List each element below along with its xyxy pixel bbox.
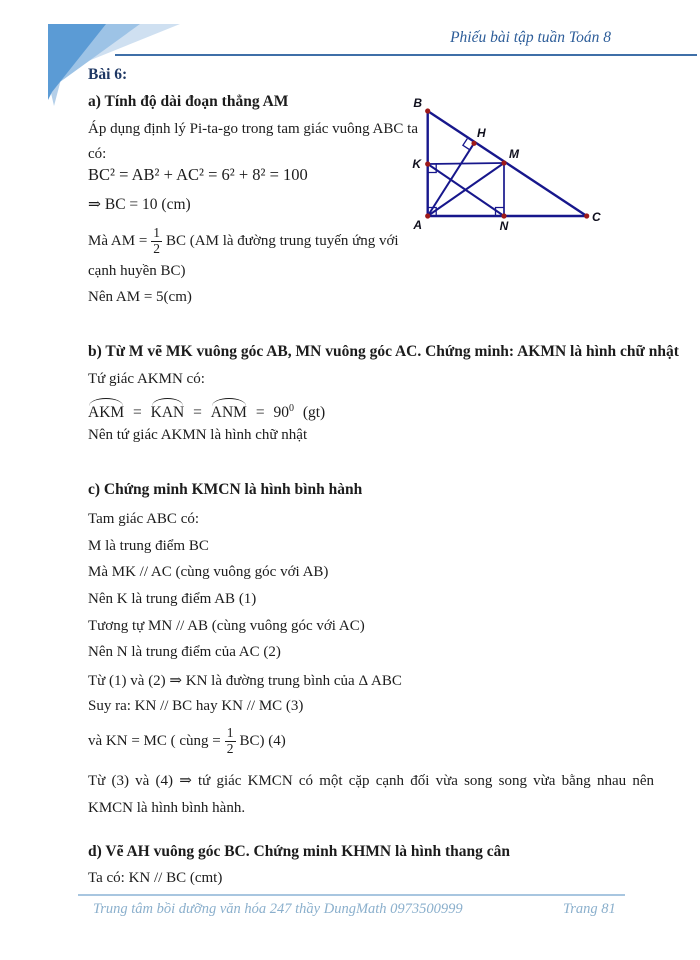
point-A — [425, 213, 430, 218]
gt-note: (gt) — [302, 404, 326, 421]
section-d-heading: d) Vẽ AH vuông góc BC. Chứng minh KHMN là hình thang cân — [88, 843, 511, 860]
footer-rule — [78, 894, 625, 896]
point-B — [425, 108, 430, 113]
label-B: B — [413, 96, 422, 110]
solution-line: Ta có: KN // BC (cmt) — [88, 870, 223, 886]
solution-line: Tam giác ABC có: — [88, 511, 200, 527]
right-angle-mark-H — [463, 139, 470, 150]
median-suffix: BC (AM là đường trung tuyến ứng với — [166, 232, 399, 249]
kn-suffix: BC) (4) — [239, 732, 286, 749]
solution-line: Nên N là trung điểm của AC (2) — [88, 644, 281, 660]
equals-sign: = — [255, 404, 265, 421]
point-M — [501, 160, 506, 165]
label-A: A — [413, 218, 422, 232]
solution-line: Áp dụng định lý Pi-ta-go trong tam giác vuông ABC ta — [88, 121, 418, 137]
fraction-one-half: $\frac{1}{2}$ — [226, 724, 234, 756]
footer-center-text: Trung tâm bồi dưỡng văn hóa 247 thầy DungMath 0973500999 — [93, 901, 463, 917]
equals-sign: = — [193, 404, 202, 421]
header-rule — [115, 54, 697, 56]
angle-KAN: KAN — [150, 404, 185, 421]
section-c-heading: c) Chứng minh KMCN là hình bình hành — [88, 481, 363, 498]
conclusion-line-1: Từ (3) và (4) ⇒ tứ giác KMCN có một cặp cạnh đối vừa song song vừa bằng nhau nên — [88, 773, 654, 789]
label-K: K — [412, 157, 421, 171]
point-C — [584, 213, 589, 218]
label-C: C — [592, 210, 601, 224]
point-H — [471, 141, 476, 146]
segment-KM — [428, 163, 504, 164]
solution-line: M là trung điểm BC — [88, 538, 209, 554]
geometry-figure — [405, 92, 655, 242]
median-prefix: Mà AM = — [88, 232, 148, 249]
problem-label: Bài 6: — [88, 66, 128, 83]
solution-line: Nên tứ giác AKMN là hình chữ nhật — [88, 427, 308, 443]
section-a-heading: a) Tính độ dài đoạn thẳng AM — [88, 93, 289, 110]
label-M: M — [509, 147, 519, 161]
angle-ANM: ANM — [210, 404, 247, 421]
page-header-title: Phiếu bài tập tuần Toán 8 — [450, 29, 611, 46]
fraction-one-half: $\frac{1}{2}$ — [153, 224, 161, 256]
solution-line: có: — [88, 146, 107, 162]
solution-line: cạnh huyền BC) — [88, 263, 186, 279]
solution-line: Tương tự MN // AB (cùng vuông góc với AC) — [88, 618, 365, 634]
pythagoras-formula: BC² = AB² + AC² = 6² + 8² = 100 — [88, 165, 308, 184]
angle-value: 90 — [273, 404, 289, 421]
solution-line: Mà MK // AC (cùng vuông góc với AB) — [88, 564, 329, 580]
conclusion-line-2: KMCN là hình bình hành. — [88, 800, 246, 816]
angles-formula — [88, 398, 325, 422]
point-K — [425, 161, 430, 166]
solution-line: Tứ giác AKMN có: — [88, 371, 205, 387]
point-N — [501, 213, 506, 218]
kn-equals-line — [88, 722, 286, 760]
solution-line: Nên AM = 5(cm) — [88, 289, 192, 305]
solution-line: ⇒ BC = 10 (cm) — [88, 196, 191, 213]
section-b-heading: b) Từ M vẽ MK vuông góc AB, MN vuông góc AC. Chứng minh: AKMN là hình chữ nhật — [88, 343, 679, 360]
solution-line: Từ (1) và (2) ⇒ KN là đường trung bình của Δ ABC — [88, 673, 402, 689]
label-H: H — [477, 126, 486, 140]
solution-line: Nên K là trung điểm AB (1) — [88, 591, 257, 607]
footer-page-number: Trang 81 — [563, 901, 616, 917]
solution-line: Suy ra: KN // BC hay KN // MC (3) — [88, 698, 304, 714]
label-N: N — [499, 219, 509, 233]
angle-value-exponent: 0 — [288, 402, 294, 414]
median-line — [88, 222, 399, 260]
equals-sign: = — [133, 404, 142, 421]
angle-AKM: AKM — [88, 404, 125, 421]
kn-prefix: và KN = MC ( cùng = — [88, 732, 221, 749]
